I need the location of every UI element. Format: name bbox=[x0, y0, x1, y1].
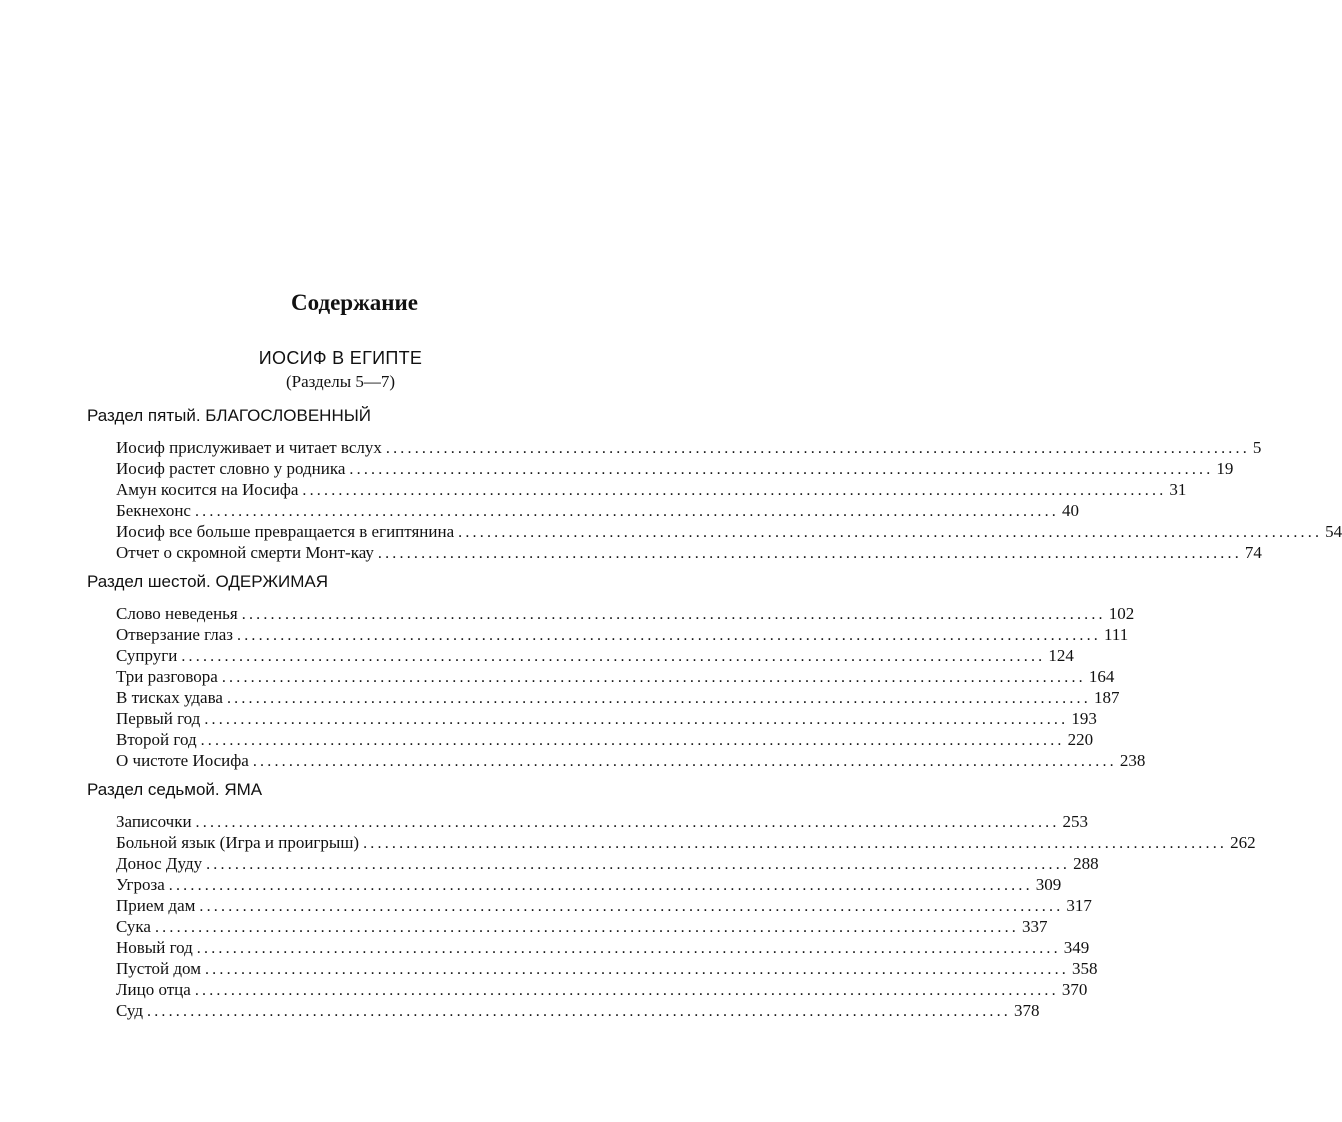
dot-leader: ........................................................................................................................ bbox=[204, 961, 1069, 978]
toc-entry[interactable] bbox=[116, 750, 1146, 771]
toc-entry[interactable] bbox=[116, 624, 1129, 645]
dot-leader: ........................................................................................................................ bbox=[237, 627, 1101, 644]
entry-page: 54 bbox=[1325, 522, 1342, 541]
entry-title: Записочки bbox=[116, 812, 192, 831]
entry-page: 40 bbox=[1061, 501, 1079, 520]
entry-page: 262 bbox=[1230, 833, 1256, 852]
entry-title: Сука bbox=[116, 917, 151, 936]
entry-title: Супруги bbox=[116, 646, 178, 665]
dot-leader: ........................................................................................................................ bbox=[377, 545, 1242, 562]
entry-page: 378 bbox=[1014, 1001, 1040, 1020]
entry-title: Лицо отца bbox=[116, 980, 191, 999]
entry-page: 220 bbox=[1067, 730, 1094, 749]
entry-title: Новый год bbox=[116, 938, 193, 957]
toc-entry[interactable] bbox=[116, 853, 1099, 874]
page-title: Содержание bbox=[291, 290, 418, 315]
entry-title: В тисках удава bbox=[116, 688, 223, 707]
entry-list bbox=[116, 811, 1256, 1021]
dot-leader: ........................................................................................................................ bbox=[302, 482, 1167, 499]
section-heading: Раздел шестой. ОДЕРЖИМАЯ bbox=[87, 572, 329, 591]
toc-entry[interactable] bbox=[116, 687, 1120, 708]
toc-entry[interactable] bbox=[116, 708, 1097, 729]
dot-leader: ........................................................................................................................ bbox=[349, 461, 1214, 478]
entry-title: Первый год bbox=[116, 709, 201, 728]
entry-title: Больной язык (Игра и проигрыш) bbox=[116, 833, 360, 852]
entry-title: Прием дам bbox=[116, 896, 196, 915]
dot-leader: ........................................................................................................................ bbox=[206, 856, 1071, 873]
dot-leader: ........................................................................................................................ bbox=[181, 648, 1046, 665]
toc-entry[interactable] bbox=[116, 937, 1090, 958]
dot-leader: ........................................................................................................................ bbox=[147, 1003, 1011, 1020]
entry-title: Суд bbox=[116, 1001, 143, 1020]
entry-list bbox=[116, 437, 1342, 563]
entry-page: 370 bbox=[1061, 980, 1088, 999]
toc-entry[interactable] bbox=[116, 645, 1074, 666]
dot-leader: ........................................................................................................................ bbox=[194, 503, 1059, 520]
section-5 bbox=[87, 405, 1342, 563]
entry-title: Второй год bbox=[116, 730, 197, 749]
toc-entry[interactable] bbox=[116, 542, 1262, 563]
toc-entry[interactable] bbox=[116, 874, 1062, 895]
entry-page: 187 bbox=[1093, 688, 1120, 707]
entry-page: 349 bbox=[1063, 938, 1090, 957]
entry-page: 358 bbox=[1071, 959, 1098, 978]
section-heading: Раздел пятый. БЛАГОСЛОВЕННЫЙ bbox=[87, 406, 371, 425]
entry-title: Отчет о скромной смерти Монт-кау bbox=[116, 543, 374, 562]
toc-entry[interactable] bbox=[116, 832, 1256, 853]
entry-title: Отверзание глаз bbox=[116, 625, 233, 644]
toc-entry[interactable] bbox=[116, 458, 1234, 479]
dot-leader: ........................................................................................................................ bbox=[221, 669, 1086, 686]
toc-entry[interactable] bbox=[116, 916, 1048, 937]
dot-leader: ........................................................................................................................ bbox=[458, 524, 1323, 541]
dot-leader: ........................................................................................................................ bbox=[195, 814, 1060, 831]
entry-title: Пустой дом bbox=[116, 959, 201, 978]
toc-entry[interactable] bbox=[116, 603, 1135, 624]
toc-entry[interactable] bbox=[116, 895, 1092, 916]
entry-list bbox=[116, 603, 1146, 771]
entry-page: 19 bbox=[1216, 459, 1234, 478]
toc-entry[interactable] bbox=[116, 479, 1187, 500]
dot-leader: ........................................................................................................................ bbox=[363, 835, 1228, 852]
toc-entry[interactable] bbox=[116, 500, 1079, 521]
toc-entry[interactable] bbox=[116, 811, 1089, 832]
entry-title: Три разговора bbox=[116, 667, 218, 686]
entry-title: Иосиф растет словно у родника bbox=[116, 459, 346, 478]
entry-title: Амун косится на Иосифа bbox=[116, 480, 299, 499]
toc-entry[interactable] bbox=[116, 1000, 1040, 1021]
entry-title: О чистоте Иосифа bbox=[116, 751, 249, 770]
dot-leader: ........................................................................................................................ bbox=[252, 753, 1117, 770]
entry-page: 102 bbox=[1108, 604, 1135, 623]
entry-page: 5 bbox=[1252, 438, 1262, 457]
entry-title: Угроза bbox=[116, 875, 165, 894]
dot-leader: ........................................................................................................................ bbox=[199, 898, 1064, 915]
entry-title: Иосиф все больше превращается в египтянина bbox=[116, 522, 455, 541]
entry-title: Бекнехонс bbox=[116, 501, 191, 520]
entry-page: 31 bbox=[1169, 480, 1187, 499]
entry-page: 309 bbox=[1035, 875, 1062, 894]
dot-leader: ........................................................................................................................ bbox=[200, 732, 1065, 749]
dot-leader: ........................................................................................................................ bbox=[226, 690, 1091, 707]
book-subtitle: (Разделы 5—7) bbox=[285, 372, 396, 391]
toc-entry[interactable] bbox=[116, 521, 1342, 542]
entry-page: 238 bbox=[1119, 751, 1146, 770]
dot-leader: ........................................................................................................................ bbox=[194, 982, 1059, 999]
section-heading: Раздел седьмой. ЯМА bbox=[87, 780, 263, 799]
entry-page: 164 bbox=[1088, 667, 1115, 686]
entry-page: 111 bbox=[1104, 625, 1129, 644]
toc-entry[interactable] bbox=[116, 729, 1094, 750]
toc-entry[interactable] bbox=[116, 979, 1088, 1000]
entry-page: 337 bbox=[1021, 917, 1048, 936]
entry-page: 253 bbox=[1062, 812, 1089, 831]
entry-page: 317 bbox=[1066, 896, 1092, 915]
toc-entry[interactable] bbox=[116, 437, 1262, 458]
book-title: ИОСИФ В ЕГИПТЕ bbox=[258, 348, 423, 368]
entry-title: Донос Дуду bbox=[116, 854, 203, 873]
entry-page: 193 bbox=[1071, 709, 1097, 728]
dot-leader: ........................................................................................................................ bbox=[204, 711, 1069, 728]
entry-page: 124 bbox=[1048, 646, 1074, 665]
dot-leader: ........................................................................................................................ bbox=[154, 919, 1019, 936]
dot-leader: ........................................................................................................................ bbox=[168, 877, 1033, 894]
toc-entry[interactable] bbox=[116, 666, 1115, 687]
entry-title: Слово неведенья bbox=[116, 604, 238, 623]
dot-leader: ........................................................................................................................ bbox=[385, 440, 1250, 457]
entry-page: 74 bbox=[1244, 543, 1262, 562]
toc-entry[interactable] bbox=[116, 958, 1098, 979]
section-6 bbox=[87, 571, 1146, 771]
section-7 bbox=[87, 779, 1256, 1021]
entry-page: 288 bbox=[1073, 854, 1099, 873]
entry-title: Иосиф прислуживает и читает вслух bbox=[116, 438, 382, 457]
dot-leader: ........................................................................................................................ bbox=[196, 940, 1061, 957]
dot-leader: ........................................................................................................................ bbox=[241, 606, 1106, 623]
